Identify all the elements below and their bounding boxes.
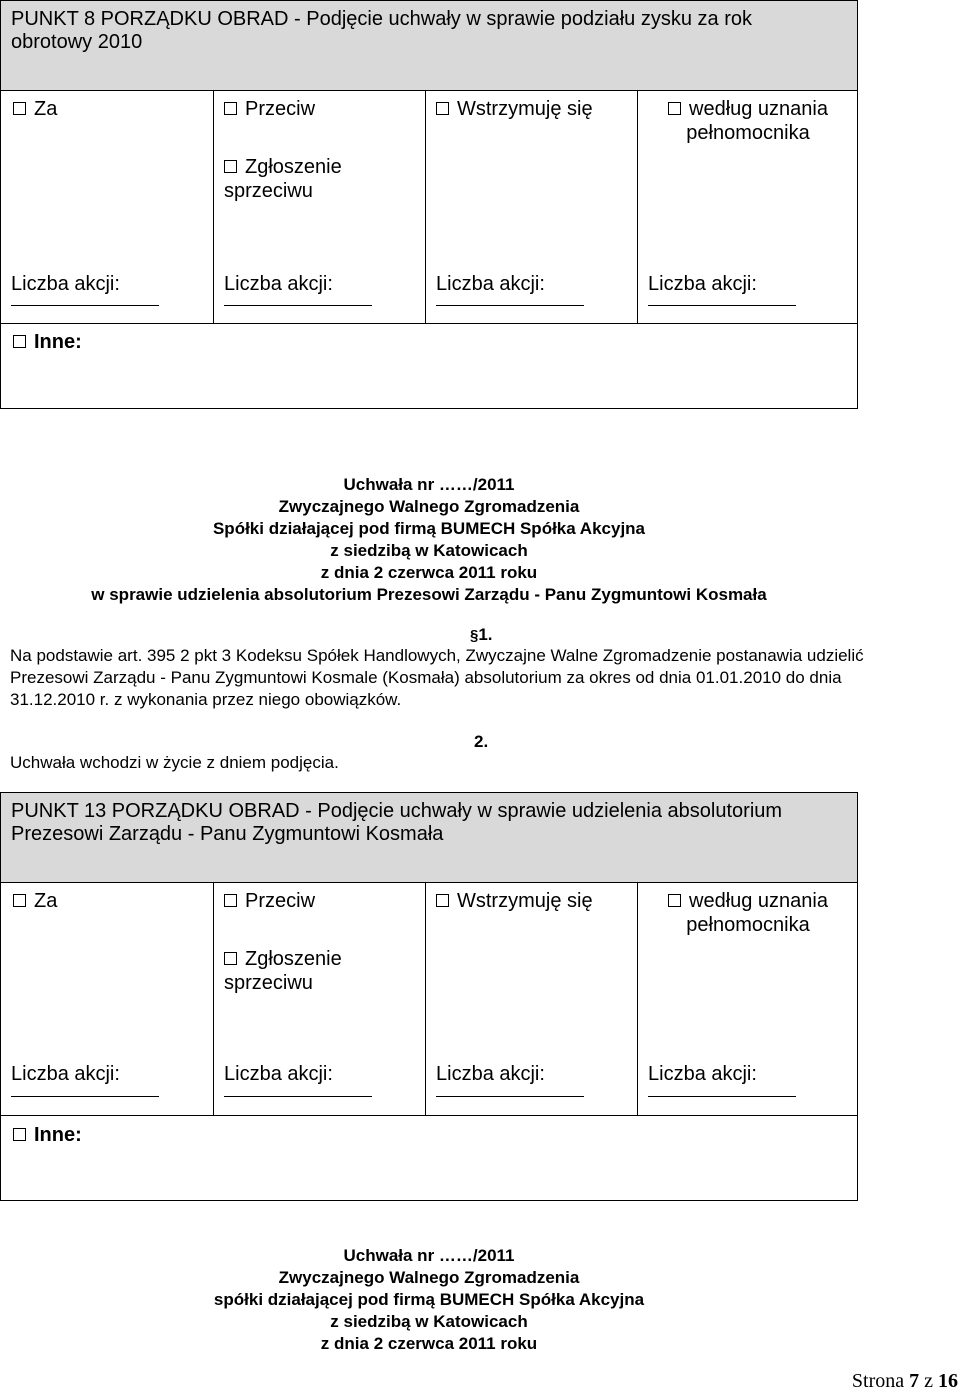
checkbox-icon[interactable] [224, 160, 237, 173]
resolution-heading-2 [0, 1245, 858, 1355]
resolution-subject: w sprawie udzielenia absolutorium Prezesowi Zarządu - Panu Zygmuntowi Kosmała [91, 585, 767, 604]
checkbox-icon[interactable] [13, 102, 26, 115]
resolution-closing: Uchwała wchodzi w życie z dniem podjęcia. [10, 753, 339, 772]
checkbox-icon[interactable] [668, 894, 681, 907]
table-title-line-1: PUNKT 13 PORZĄDKU OBRAD - Podjęcie uchwały w sprawie udzielenia absolutorium [11, 800, 783, 822]
table-title-line-1: PUNKT 8 PORZĄDKU OBRAD - Podjęcie uchwały w sprawie podziału zysku za rok [11, 8, 752, 30]
liczba-akcji-label: Liczba akcji: [224, 1063, 333, 1085]
resolution-paragraph [10, 645, 960, 711]
resolution-number: Uchwała nr ……/2011 [343, 475, 515, 494]
section-2-marker: 2. [474, 732, 489, 751]
column-za [1, 883, 213, 1115]
checkbox-icon[interactable] [13, 894, 26, 907]
liczba-akcji-label: Liczba akcji: [11, 1063, 120, 1085]
liczba-akcji-field[interactable] [224, 305, 372, 306]
paragraph-line-1: Na podstawie art. 395 2 pkt 3 Kodeksu Spółek Handlowych, Zwyczajne Walne Zgromadzenie postanawia udzielić [10, 646, 864, 665]
checkbox-icon[interactable] [436, 102, 449, 115]
checkbox-icon[interactable] [13, 1128, 26, 1141]
liczba-akcji-label: Liczba akcji: [648, 1063, 757, 1085]
liczba-akcji-field[interactable] [436, 305, 584, 306]
liczba-akcji-label: Liczba akcji: [648, 273, 757, 295]
table-title-line-2: obrotowy 2010 [11, 31, 143, 53]
checkbox-icon[interactable] [436, 894, 449, 907]
checkbox-icon[interactable] [224, 102, 237, 115]
column-wedlug-uznania [637, 883, 859, 1115]
option-za[interactable]: Za [13, 889, 57, 913]
option-zgloszenie-sprzeciwu[interactable]: Zgłoszenie sprzeciwu [224, 948, 342, 994]
resolution-heading [0, 474, 858, 606]
table-title-line-2: Prezesowi Zarządu - Panu Zygmuntowi Kosmała [11, 823, 444, 845]
liczba-akcji-field[interactable] [648, 305, 796, 306]
resolution-assembly: Zwyczajnego Walnego Zgromadzenia [278, 497, 580, 516]
paragraph-line-3: 31.12.2010 r. z wykonania przez niego obowiązków. [10, 690, 402, 709]
option-zgloszenie-sprzeciwu[interactable]: Zgłoszenie sprzeciwu [224, 156, 342, 202]
option-wstrzymuje-sie[interactable]: Wstrzymuję się [436, 97, 593, 121]
option-inne[interactable]: Inne: [13, 1124, 82, 1147]
voting-table-punkt-13 [0, 792, 858, 1201]
column-za [1, 91, 213, 323]
column-wedlug-uznania [637, 91, 859, 323]
current-page: 7 [909, 1370, 920, 1392]
options-row [1, 883, 857, 1116]
liczba-akcji-field[interactable] [224, 1096, 372, 1097]
resolution-assembly: Zwyczajnego Walnego Zgromadzenia [278, 1268, 580, 1287]
total-pages: 16 [938, 1370, 958, 1392]
resolution-company: Spółki działającej pod firmą BUMECH Spółka Akcyjna [212, 519, 646, 538]
option-inne[interactable]: Inne: [13, 331, 82, 354]
option-przeciw[interactable]: Przeciw [224, 889, 315, 913]
option-wedlug-uznania[interactable]: według uznania pełnomocnika [648, 97, 848, 145]
resolution-date: z dnia 2 czerwca 2011 roku [320, 563, 538, 582]
column-wstrzymuje [425, 91, 637, 323]
table-header [1, 793, 857, 883]
resolution-seat: z siedzibą w Katowicach [330, 1312, 528, 1331]
liczba-akcji-field[interactable] [648, 1096, 796, 1097]
page-footer: Strona 7 z 16 [851, 1370, 958, 1392]
checkbox-icon[interactable] [224, 952, 237, 965]
paragraph-sign-icon: § [470, 627, 479, 644]
column-przeciw [213, 91, 425, 323]
checkbox-icon[interactable] [13, 335, 26, 348]
option-wstrzymuje-sie[interactable]: Wstrzymuję się [436, 889, 593, 913]
resolution-company: spółki działającej pod firmą BUMECH Spółka Akcyjna [213, 1290, 645, 1309]
liczba-akcji-field[interactable] [436, 1096, 584, 1097]
option-przeciw[interactable]: Przeciw [224, 97, 315, 121]
voting-table-punkt-8 [0, 0, 858, 409]
liczba-akcji-label: Liczba akcji: [224, 273, 333, 295]
column-wstrzymuje [425, 883, 637, 1115]
liczba-akcji-label: Liczba akcji: [436, 1063, 545, 1085]
resolution-number: Uchwała nr ……/2011 [343, 1246, 515, 1265]
paragraph-line-2: Prezesowi Zarządu - Panu Zygmuntowi Kosmale (Kosmała) absolutorium za okres od dnia 01.01.2010 do dnia [10, 668, 842, 687]
checkbox-icon[interactable] [224, 894, 237, 907]
checkbox-icon[interactable] [668, 102, 681, 115]
option-wedlug-uznania[interactable]: według uznania pełnomocnika [648, 889, 848, 937]
column-przeciw [213, 883, 425, 1115]
liczba-akcji-field[interactable] [11, 305, 159, 306]
option-za[interactable]: Za [13, 97, 57, 121]
liczba-akcji-field[interactable] [11, 1096, 159, 1097]
resolution-seat: z siedzibą w Katowicach [330, 541, 528, 560]
liczba-akcji-label: Liczba akcji: [436, 273, 545, 295]
resolution-date: z dnia 2 czerwca 2011 roku [320, 1334, 538, 1353]
table-header [1, 1, 857, 91]
section-1-marker: §1. [470, 625, 493, 644]
liczba-akcji-label: Liczba akcji: [11, 273, 120, 295]
options-row [1, 91, 857, 324]
